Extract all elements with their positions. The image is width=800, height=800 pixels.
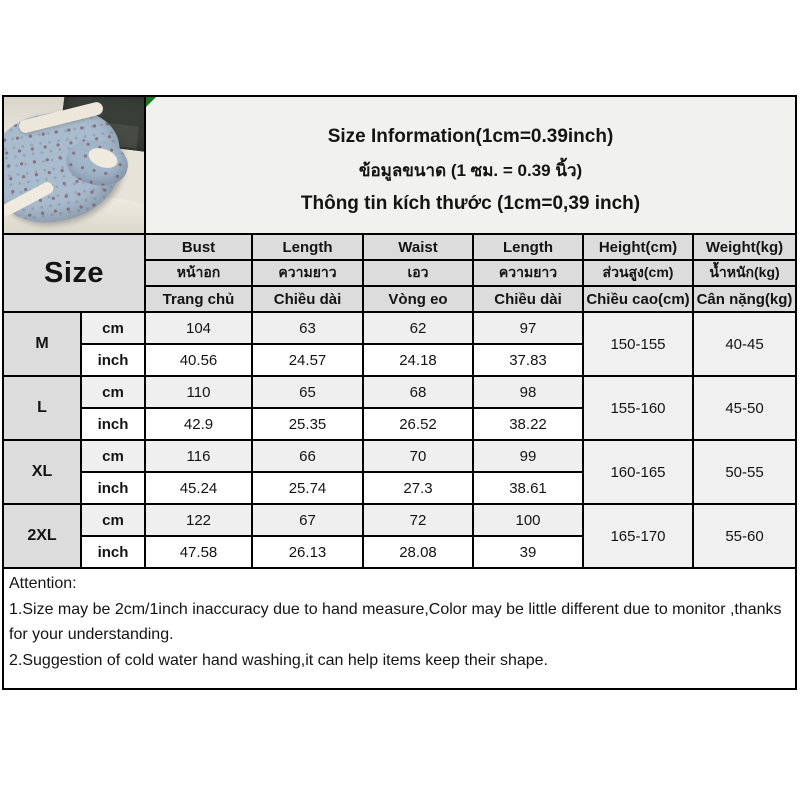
header-th-col-0: หน้าอก (145, 260, 252, 286)
title-thai: ข้อมูลขนาด (1 ซม. = 0.39 นิ้ว) (358, 160, 583, 180)
header-vi-col-4: Chiều cao(cm) (583, 286, 693, 312)
title-vietnamese: Thông tin kích thước (1cm=0,39 inch) (300, 192, 641, 214)
value-L-cm-3: 98 (473, 376, 583, 408)
attention-line-1: 1.Size may be 2cm/1inch inaccuracy due to hand measure,Color may be little different due to monitor ,thanks for your understanding. (9, 600, 782, 644)
value-2XL-cm-0: 122 (145, 504, 252, 536)
value-2XL-inch-0: 47.58 (145, 536, 252, 568)
unit-label-inch-2XL: inch (81, 536, 145, 568)
value-M-cm-0: 104 (145, 312, 252, 344)
header-en-col-2: Waist (363, 234, 473, 260)
header-vi-col-3: Chiều dài (473, 286, 583, 312)
size-label-XL: XL (3, 440, 81, 504)
value-XL-cm-3: 99 (473, 440, 583, 472)
header-vi-col-5: Cân nặng(kg) (693, 286, 796, 312)
attention-heading: Attention: (9, 575, 77, 592)
title-block (146, 116, 795, 215)
unit-label-inch-M: inch (81, 344, 145, 376)
unit-label-inch-L: inch (81, 408, 145, 440)
weight-range-XL: 50-55 (693, 440, 796, 504)
header-th-col-4: ส่วนสูง(cm) (583, 260, 693, 286)
value-M-inch-1: 24.57 (252, 344, 363, 376)
value-L-cm-2: 68 (363, 376, 473, 408)
title-cell (145, 96, 796, 234)
value-L-inch-3: 38.22 (473, 408, 583, 440)
value-2XL-inch-1: 26.13 (252, 536, 363, 568)
weight-range-M: 40-45 (693, 312, 796, 376)
header-th-col-2: เอว (363, 260, 473, 286)
value-M-inch-3: 37.83 (473, 344, 583, 376)
unit-label-cm-M: cm (81, 312, 145, 344)
cell-corner-marker-icon (146, 97, 156, 107)
attention-note (3, 568, 796, 689)
value-XL-inch-2: 27.3 (363, 472, 473, 504)
value-XL-cm-1: 66 (252, 440, 363, 472)
size-label-2XL: 2XL (3, 504, 81, 568)
title-english: Size Information(1cm=0.39inch) (327, 125, 614, 147)
value-M-cm-3: 97 (473, 312, 583, 344)
weight-range-2XL: 55-60 (693, 504, 796, 568)
header-vi-col-0: Trang chủ (145, 286, 252, 312)
value-M-inch-0: 40.56 (145, 344, 252, 376)
header-th-col-1: ความยาว (252, 260, 363, 286)
height-range-XL: 160-165 (583, 440, 693, 504)
header-en-col-1: Length (252, 234, 363, 260)
size-label-M: M (3, 312, 81, 376)
value-XL-cm-2: 70 (363, 440, 473, 472)
value-L-cm-1: 65 (252, 376, 363, 408)
header-en-col-4: Height(cm) (583, 234, 693, 260)
height-range-M: 150-155 (583, 312, 693, 376)
value-XL-inch-1: 25.74 (252, 472, 363, 504)
height-range-L: 155-160 (583, 376, 693, 440)
header-th-col-3: ความยาว (473, 260, 583, 286)
weight-range-L: 45-50 (693, 376, 796, 440)
value-M-inch-2: 24.18 (363, 344, 473, 376)
header-en-col-0: Bust (145, 234, 252, 260)
product-photo (3, 96, 145, 234)
header-en-col-3: Length (473, 234, 583, 260)
size-table (2, 95, 797, 690)
header-vi-col-1: Chiều dài (252, 286, 363, 312)
value-2XL-inch-3: 39 (473, 536, 583, 568)
value-M-cm-2: 62 (363, 312, 473, 344)
value-XL-inch-0: 45.24 (145, 472, 252, 504)
height-range-2XL: 165-170 (583, 504, 693, 568)
size-column-header: Size (3, 234, 145, 312)
value-XL-cm-0: 116 (145, 440, 252, 472)
value-L-inch-0: 42.9 (145, 408, 252, 440)
attention-line-2: 2.Suggestion of cold water hand washing,it can help items keep their shape. (9, 651, 548, 669)
value-L-inch-1: 25.35 (252, 408, 363, 440)
value-2XL-inch-2: 28.08 (363, 536, 473, 568)
value-L-cm-0: 110 (145, 376, 252, 408)
size-label-L: L (3, 376, 81, 440)
value-2XL-cm-2: 72 (363, 504, 473, 536)
unit-label-inch-XL: inch (81, 472, 145, 504)
value-XL-inch-3: 38.61 (473, 472, 583, 504)
header-en-col-5: Weight(kg) (693, 234, 796, 260)
value-L-inch-2: 26.52 (363, 408, 473, 440)
unit-label-cm-2XL: cm (81, 504, 145, 536)
unit-label-cm-XL: cm (81, 440, 145, 472)
value-2XL-cm-1: 67 (252, 504, 363, 536)
unit-label-cm-L: cm (81, 376, 145, 408)
value-2XL-cm-3: 100 (473, 504, 583, 536)
size-chart-image (2, 95, 797, 690)
header-vi-col-2: Vòng eo (363, 286, 473, 312)
header-th-col-5: น้ำหนัก(kg) (693, 260, 796, 286)
value-M-cm-1: 63 (252, 312, 363, 344)
